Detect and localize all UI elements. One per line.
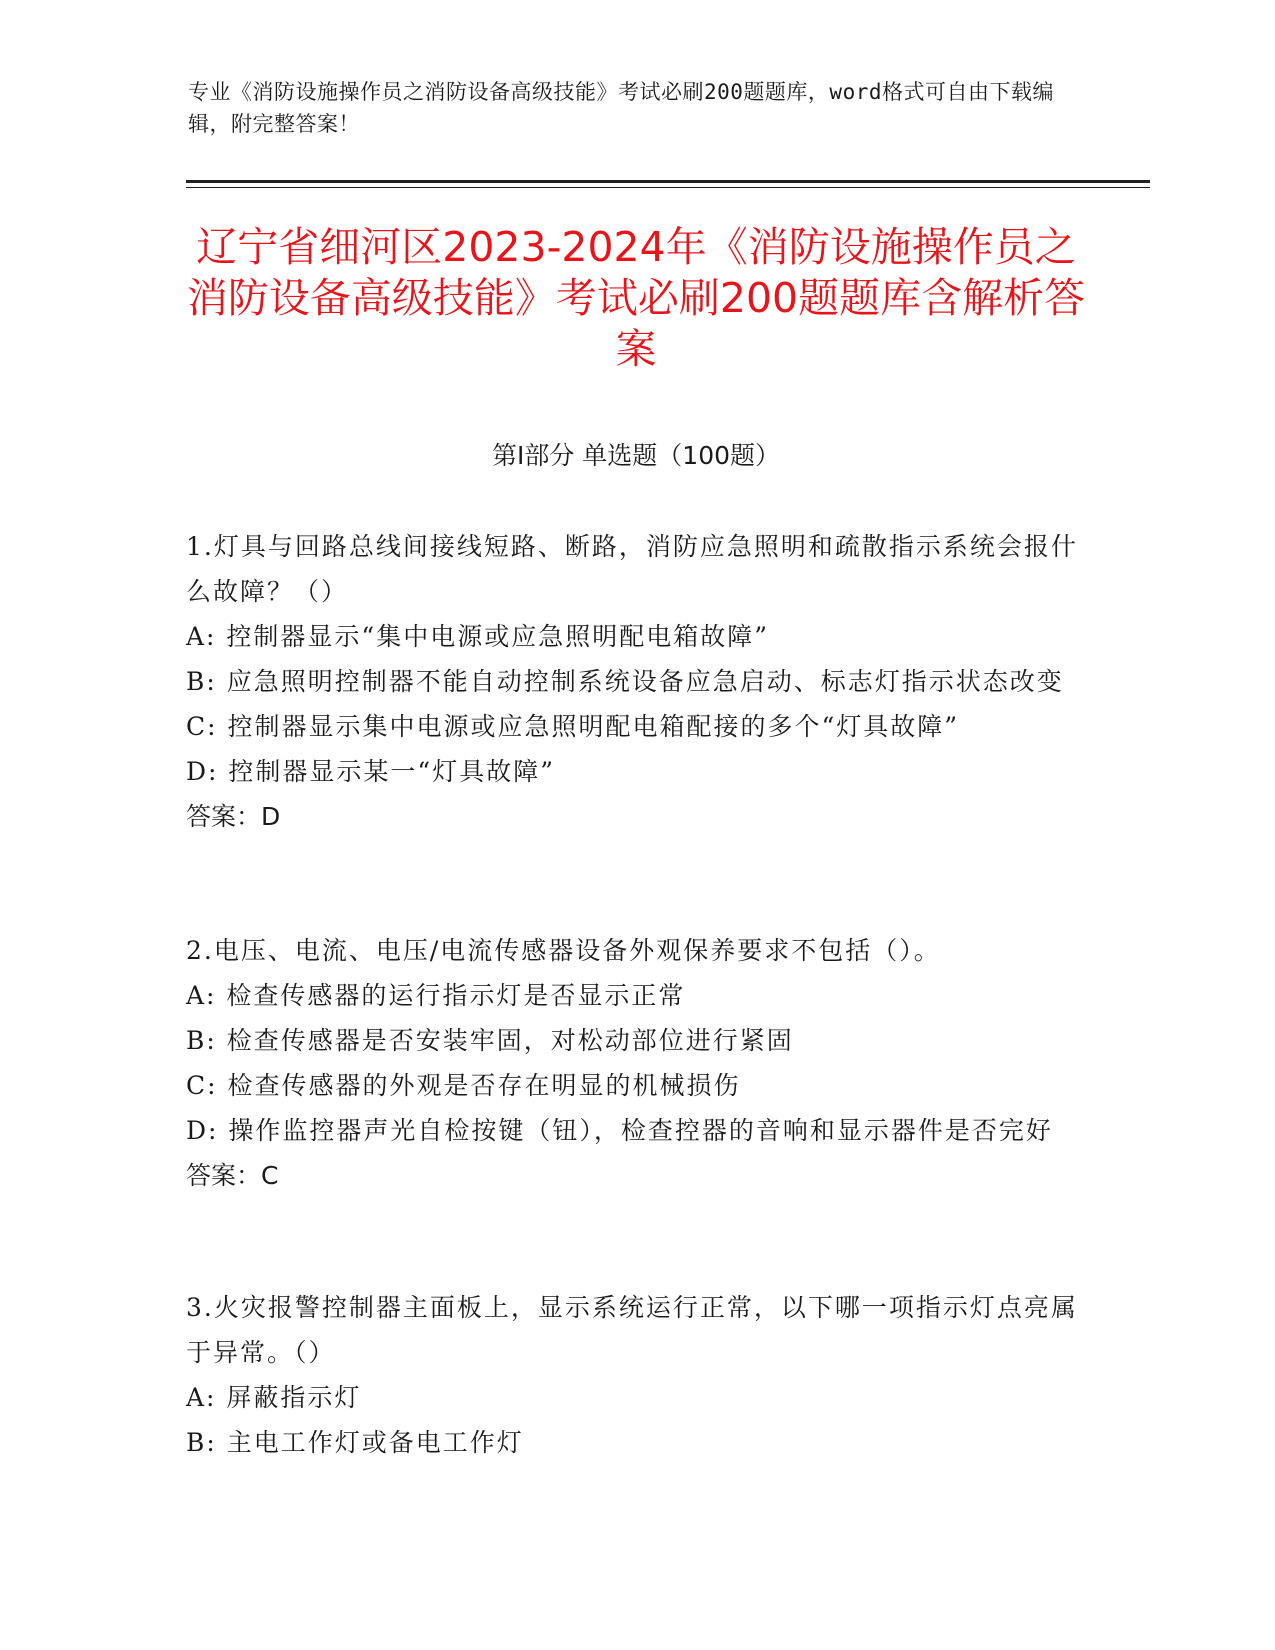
option-c: C: 检查传感器的外观是否存在明显的机械损伤	[186, 1071, 741, 1100]
question-block-2	[186, 928, 1086, 1198]
header-rule-thin	[186, 187, 1150, 188]
option-a: A: 检查传感器的运行指示灯是否显示正常	[186, 981, 686, 1010]
option-d: D: 控制器显示某一“灯具故障”	[186, 757, 555, 786]
answer-line: 答案：C	[186, 1161, 279, 1190]
option-d: D: 操作监控器声光自检按键（钮），检查控器的音响和显示器件是否完好	[186, 1116, 1053, 1145]
section-title: 第Ⅰ部分 单选题（100题）	[491, 441, 781, 470]
header-rule-thick	[186, 180, 1150, 183]
answer-line: 答案：D	[186, 802, 281, 831]
question-block-3	[186, 1285, 1086, 1465]
option-a: A: 屏蔽指示灯	[186, 1383, 362, 1412]
question-stem: 2.电压、电流、电压/电流传感器设备外观保养要求不包括（）。	[186, 936, 941, 965]
question-stem: 3.火灾报警控制器主面板上，显示系统运行正常，以下哪一项指示灯点亮属于异常。（）	[186, 1293, 1078, 1367]
question-stem: 1.灯具与回路总线间接线短路、断路，消防应急照明和疏散指示系统会报什么故障？（）	[186, 532, 1078, 606]
option-b: B: 主电工作灯或备电工作灯	[186, 1428, 524, 1457]
option-b: B: 应急照明控制器不能自动控制系统设备应急启动、标志灯指示状态改变	[186, 667, 1064, 696]
question-block-1	[186, 524, 1086, 839]
header-note: 专业《消防设施操作员之消防设备高级技能》考试必刷200题题库，word格式可自由下载编辑，附完整答案！	[188, 80, 1054, 136]
option-c: C: 控制器显示集中电源或应急照明配电箱配接的多个“灯具故障”	[186, 712, 960, 741]
document-title: 辽宁省细河区2023-2024年《消防设施操作员之消防设备高级技能》考试必刷200题题库含解析答案	[186, 223, 1086, 373]
option-a: A: 控制器显示“集中电源或应急照明配电箱故障”	[186, 622, 769, 651]
option-b: B: 检查传感器是否安装牢固，对松动部位进行紧固	[186, 1026, 794, 1055]
